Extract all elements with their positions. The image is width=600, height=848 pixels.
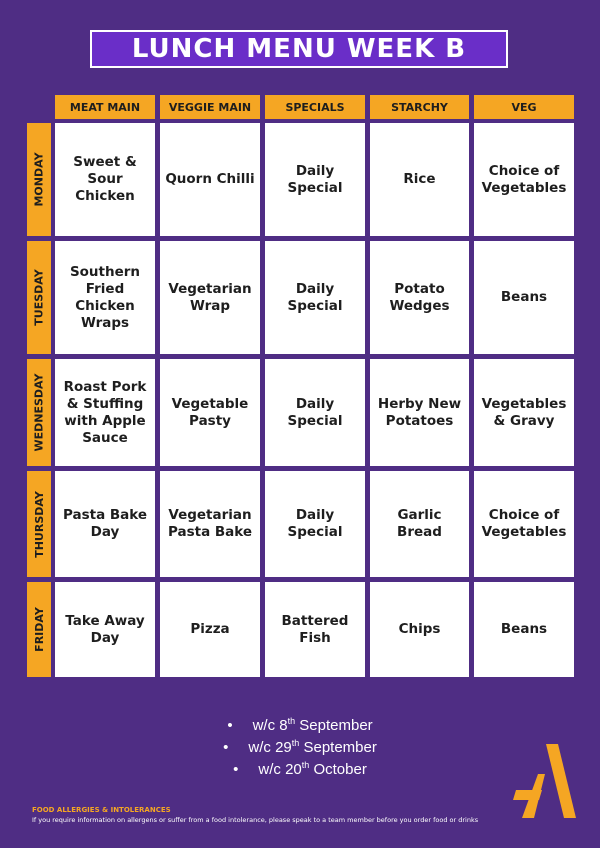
day-label: FRIDAY bbox=[32, 607, 46, 652]
column-header: VEGGIE MAIN bbox=[160, 95, 260, 119]
menu-cell: Vegetarian Wrap bbox=[160, 241, 260, 354]
menu-cell: Choice of Vegetables bbox=[474, 123, 574, 236]
menu-cell: Choice of Vegetables bbox=[474, 471, 574, 577]
menu-cell: Daily Special bbox=[265, 359, 365, 466]
column-header: SPECIALS bbox=[265, 95, 365, 119]
menu-cell: Southern Fried Chicken Wraps bbox=[55, 241, 155, 354]
date-item: • w/c 20th October bbox=[0, 754, 600, 776]
menu-cell: Battered Fish bbox=[265, 582, 365, 677]
menu-cell: Beans bbox=[474, 582, 574, 677]
column-header: VEG bbox=[474, 95, 574, 119]
date-list bbox=[0, 710, 600, 776]
academies-a-logo bbox=[512, 744, 576, 824]
menu-cell: Roast Pork & Stuffing with Apple Sauce bbox=[55, 359, 155, 466]
menu-cell: Herby New Potatoes bbox=[370, 359, 469, 466]
menu-cell: Daily Special bbox=[265, 241, 365, 354]
menu-cell: Garlic Bread bbox=[370, 471, 469, 577]
column-header: MEAT MAIN bbox=[55, 95, 155, 119]
day-label: THURSDAY bbox=[32, 490, 46, 558]
menu-cell: Vegetarian Pasta Bake bbox=[160, 471, 260, 577]
date-item: • w/c 8th September bbox=[0, 710, 600, 732]
day-header bbox=[27, 359, 51, 466]
date-item: • w/c 29th September bbox=[0, 732, 600, 754]
day-header bbox=[27, 582, 51, 677]
day-label: MONDAY bbox=[32, 152, 46, 207]
day-header bbox=[27, 123, 51, 236]
menu-cell: Chips bbox=[370, 582, 469, 677]
page-title: LUNCH MENU WEEK B bbox=[90, 30, 508, 68]
day-label: TUESDAY bbox=[32, 269, 46, 326]
day-label: WEDNESDAY bbox=[32, 373, 46, 452]
day-header bbox=[27, 471, 51, 577]
menu-cell: Daily Special bbox=[265, 471, 365, 577]
menu-cell: Quorn Chilli bbox=[160, 123, 260, 236]
menu-cell: Pizza bbox=[160, 582, 260, 677]
menu-cell: Rice bbox=[370, 123, 469, 236]
menu-cell: Daily Special bbox=[265, 123, 365, 236]
allergy-heading: FOOD ALLERGIES & INTOLERANCES bbox=[32, 806, 171, 814]
menu-cell: Sweet & Sour Chicken bbox=[55, 123, 155, 236]
menu-cell: Potato Wedges bbox=[370, 241, 469, 354]
column-header: STARCHY bbox=[370, 95, 469, 119]
menu-cell: Vegetable Pasty bbox=[160, 359, 260, 466]
menu-cell: Vegetables & Gravy bbox=[474, 359, 574, 466]
menu-cell: Beans bbox=[474, 241, 574, 354]
allergy-notice: If you require information on allergens or suffer from a food intolerance, please speak to a team member before you order food or drinks bbox=[32, 816, 479, 824]
day-header bbox=[27, 241, 51, 354]
menu-cell: Take Away Day bbox=[55, 582, 155, 677]
menu-cell: Pasta Bake Day bbox=[55, 471, 155, 577]
